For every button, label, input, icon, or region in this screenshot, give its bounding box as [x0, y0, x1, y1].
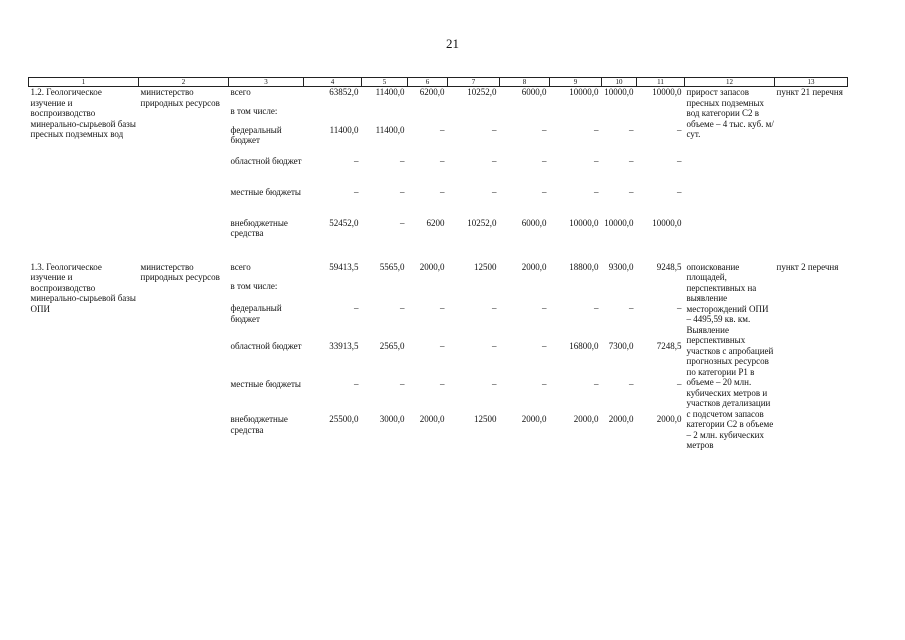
amount-cell: 16800,0 — [569, 341, 599, 352]
funding-source: областной бюджет — [230, 341, 302, 352]
section-executor: министерство природных ресурсов — [140, 261, 220, 282]
amount-cell — [602, 281, 637, 303]
amount-cell: – — [440, 341, 445, 352]
amount-cell: 9248,5 — [656, 261, 682, 272]
header-col-8: 8 — [500, 78, 550, 87]
amount-cell — [550, 281, 602, 303]
amount-cell: – — [440, 303, 445, 314]
section-spacer — [29, 248, 848, 262]
amount-cell: 5565,0 — [379, 261, 405, 272]
amount-cell: – — [629, 186, 634, 197]
amount-cell: 2000,0 — [656, 414, 682, 425]
amount-cell: 25500,0 — [329, 414, 359, 425]
funding-source: внебюджетные средства — [230, 414, 288, 435]
section-title: 1.2. Геологическое изучение и воспроизводство минерально-сырьевой базы пресных подземных вод — [30, 87, 136, 139]
amount-cell: 11400,0 — [375, 124, 405, 135]
funding-source: местные бюджеты — [230, 186, 301, 197]
amount-cell: 12500 — [474, 261, 497, 272]
amount-cell: – — [354, 186, 359, 197]
amount-cell — [408, 106, 448, 125]
table-row — [29, 87, 848, 106]
amount-cell: – — [677, 124, 682, 135]
amount-cell: – — [594, 124, 599, 135]
amount-cell: – — [440, 186, 445, 197]
amount-cell: – — [542, 341, 547, 352]
amount-cell: – — [400, 155, 405, 166]
amount-cell: 63852,0 — [329, 87, 359, 97]
amount-cell: – — [629, 303, 634, 314]
header-col-6: 6 — [408, 78, 448, 87]
amount-cell: 10000,0 — [569, 87, 599, 97]
amount-cell: – — [629, 379, 634, 390]
funding-source: федеральный бюджет — [230, 303, 282, 324]
amount-cell: – — [492, 155, 497, 166]
amount-cell: – — [542, 379, 547, 390]
amount-cell — [637, 106, 685, 125]
amount-cell: – — [677, 186, 682, 197]
amount-cell: 12500 — [474, 414, 497, 425]
funding-source: областной бюджет — [230, 155, 302, 166]
amount-cell: 11400,0 — [375, 87, 405, 97]
amount-cell: – — [400, 217, 405, 228]
amount-cell: 7300,0 — [608, 341, 634, 352]
amount-cell: 10000,0 — [569, 217, 599, 228]
amount-cell: – — [400, 303, 405, 314]
section-result: прирост запасов пресных подземных вод категории С2 в объеме – 4 тыс. куб. м/сут. — [686, 87, 774, 139]
amount-cell — [448, 106, 500, 125]
amount-cell: 2000,0 — [521, 414, 547, 425]
amount-cell: 6000,0 — [521, 217, 547, 228]
section-result: опоискование площадей, перспективных на выявление месторождений ОПИ – 4495,59 кв. км. Выявление перспективных участков с апробацией прогнозных ресурсов по категории Р1 в объеме – 20 млн. кубических метров и участков детализации с подсчетом запасов категории С2 в объеме – 2 млн. кубических метров — [686, 261, 774, 450]
amount-cell: 9300,0 — [608, 261, 634, 272]
amount-cell: – — [542, 303, 547, 314]
section-title: 1.3. Геологическое изучение и воспроизводство минерально-сырьевой базы ОПИ — [30, 261, 136, 314]
amount-cell: – — [594, 379, 599, 390]
amount-cell — [304, 106, 362, 125]
amount-cell — [500, 281, 550, 303]
amount-cell: – — [594, 303, 599, 314]
amount-cell: 2000,0 — [419, 261, 445, 272]
amount-cell: 18800,0 — [569, 261, 599, 272]
header-col-7: 7 — [448, 78, 500, 87]
amount-cell: 10000,0 — [652, 217, 682, 228]
header-col-1: 1 — [29, 78, 139, 87]
amount-cell: – — [677, 303, 682, 314]
amount-cell: 33913,5 — [329, 341, 359, 352]
amount-cell — [304, 281, 362, 303]
amount-cell: 11400,0 — [329, 124, 359, 135]
funding-source: всего — [230, 87, 251, 97]
amount-cell: 52452,0 — [329, 217, 359, 228]
header-col-5: 5 — [362, 78, 408, 87]
amount-cell: – — [400, 379, 405, 390]
funding-source: внебюджетные средства — [230, 217, 288, 238]
amount-cell: 2000,0 — [573, 414, 599, 425]
section-reference: пункт 2 перечня — [776, 261, 839, 272]
amount-cell: – — [492, 379, 497, 390]
amount-cell — [500, 106, 550, 125]
amount-cell: 10000,0 — [604, 217, 634, 228]
amount-cell: – — [492, 186, 497, 197]
header-row — [29, 78, 848, 87]
amount-cell: – — [492, 124, 497, 135]
amount-cell: 10000,0 — [652, 87, 682, 97]
header-col-2: 2 — [139, 78, 229, 87]
amount-cell — [637, 281, 685, 303]
amount-cell: 6200,0 — [419, 87, 445, 97]
amount-cell: 6000,0 — [521, 87, 547, 97]
amount-cell: – — [542, 155, 547, 166]
amount-cell: – — [440, 124, 445, 135]
program-table — [28, 77, 848, 451]
amount-cell: 2565,0 — [379, 341, 405, 352]
amount-cell: – — [440, 155, 445, 166]
table-row — [29, 262, 848, 282]
amount-cell: – — [492, 303, 497, 314]
header-col-3: 3 — [229, 78, 304, 87]
amount-cell: 10252,0 — [467, 87, 497, 97]
amount-cell: – — [629, 124, 634, 135]
amount-cell: 10252,0 — [467, 217, 497, 228]
funding-source: в том числе: — [230, 105, 278, 116]
header-col-11: 11 — [637, 78, 685, 87]
amount-cell: – — [354, 379, 359, 390]
amount-cell — [362, 281, 408, 303]
header-col-12: 12 — [685, 78, 775, 87]
amount-cell: – — [594, 155, 599, 166]
amount-cell: 7248,5 — [656, 341, 682, 352]
amount-cell: 3000,0 — [379, 414, 405, 425]
funding-source: местные бюджеты — [230, 379, 301, 390]
section-reference: пункт 21 перечня — [776, 87, 843, 97]
amount-cell: – — [354, 303, 359, 314]
amount-cell — [362, 106, 408, 125]
amount-cell — [550, 106, 602, 125]
amount-cell: – — [677, 155, 682, 166]
page-number: 21 — [446, 36, 459, 51]
amount-cell: – — [594, 186, 599, 197]
amount-cell: – — [354, 155, 359, 166]
amount-cell: – — [629, 155, 634, 166]
amount-cell: – — [677, 379, 682, 390]
funding-source: федеральный бюджет — [230, 124, 282, 145]
amount-cell: – — [542, 124, 547, 135]
amount-cell: 10000,0 — [604, 87, 634, 97]
amount-cell: – — [542, 186, 547, 197]
amount-cell: – — [400, 186, 405, 197]
amount-cell: – — [440, 379, 445, 390]
amount-cell: 2000,0 — [419, 414, 445, 425]
amount-cell — [408, 281, 448, 303]
amount-cell — [602, 106, 637, 125]
amount-cell: – — [492, 341, 497, 352]
header-col-4: 4 — [304, 78, 362, 87]
funding-source: в том числе: — [230, 281, 278, 292]
section-executor: министерство природных ресурсов — [140, 87, 220, 108]
funding-source: всего — [230, 261, 251, 272]
header-col-10: 10 — [602, 78, 637, 87]
amount-cell: 6200 — [426, 217, 445, 228]
amount-cell: 2000,0 — [608, 414, 634, 425]
header-col-13: 13 — [775, 78, 848, 87]
header-col-9: 9 — [550, 78, 602, 87]
amount-cell: 2000,0 — [521, 261, 547, 272]
amount-cell — [448, 281, 500, 303]
amount-cell: 59413,5 — [329, 261, 359, 272]
